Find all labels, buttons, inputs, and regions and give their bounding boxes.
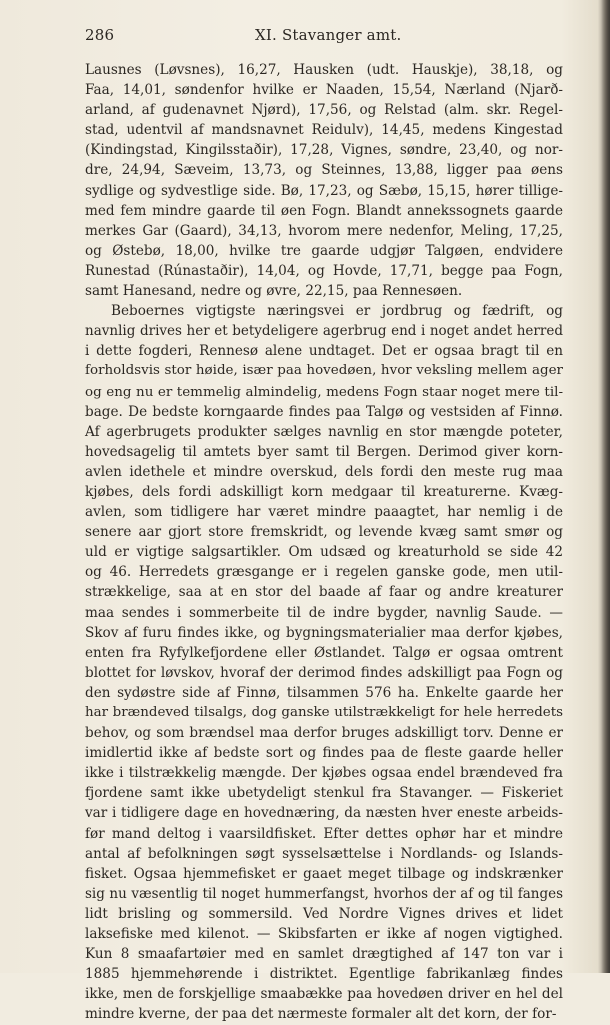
text-line: lidt brisling og sommersild. Ved Nordre Vignes drives et lidet: [85, 905, 563, 922]
text-line: Beboernes vigtigste næringsvei er jordbrug og fædrift, og: [111, 303, 563, 320]
text-line: med fem mindre gaarde til øen Fogn. Blandt annekssognets gaarde: [85, 202, 563, 219]
text-line: sydlige og sydvestlige side. Bø, 17,23, og Sæbø, 15,15, hører tillige-: [85, 182, 563, 199]
page-number: 286: [85, 26, 115, 44]
running-head: XI. Stavanger amt.: [255, 26, 402, 44]
text-line: fjordene samt ikke ubetydeligt stenkul fra Stavanger. — Fiskeriet: [85, 785, 563, 802]
text-line: Skov af furu findes ikke, og bygningsmaterialier maa derfor kjøbes,: [85, 624, 563, 641]
text-line: samt Hanesand, nedre og øvre, 22,15, paa Rennesøen.: [85, 283, 463, 300]
text-line: dre, 24,94, Sæveim, 13,73, og Steinnes, 13,88, ligger paa øens: [85, 162, 563, 179]
text-line: Lausnes (Løvsnes), 16,27, Hausken (udt. Hauskje), 38,18, og: [85, 62, 563, 78]
text-line: Faa, 14,01, søndenfor hvilke er Naaden, 15,54, Nærland (Njarð-: [85, 82, 563, 99]
text-line: avlen, som tidligere har været mindre paaagtet, har nemlig i de: [85, 504, 563, 521]
text-line: fisket. Ogsaa hjemmefisket er gaaet meget tilbage og indskrænker: [85, 865, 563, 882]
text-line: ikke, men de forskjellige smaabække paa hovedøen driver en hel del: [85, 986, 563, 1003]
text-line: behov, og som brændsel maa derfor bruges adskilligt torv. Denne er: [85, 725, 563, 742]
text-line: i dette fogderi, Rennesø alene undtaget. Det er ogsaa bragt til en: [85, 343, 563, 360]
text-line: enten fra Ryfylkefjordene eller Østlandet. Talgø er ogsaa omtrent: [85, 644, 563, 661]
text-line: bage. De bedste korngaarde findes paa Talgø og vestsiden af Finnø.: [85, 403, 563, 420]
text-line: har brændeved tilsalgs, dog ganske utilstrækkeligt for hele herredets: [85, 705, 563, 720]
text-line: stad, udentvil af mandsnavnet Reidulv), 14,45, medens Kingestad: [85, 122, 563, 139]
text-line: strækkelige, saa at en stor del baade af faar og andre kreaturer: [85, 584, 563, 601]
text-line: sig nu væsentlig til noget hummerfangst, hvorhos der af og til fanges: [85, 885, 563, 902]
text-line: avlen idethele et mindre overskud, dels fordi den meste rug maa: [85, 463, 563, 480]
page-header: [85, 24, 565, 46]
text-line: senere aar gjort store fremskridt, og levende kvæg samt smør og: [85, 524, 563, 541]
text-line: og 46. Herredets græsgange er i regelen ganske gode, men util-: [85, 564, 563, 581]
text-line: og eng nu er temmelig almindelig, medens Fogn staar noget mere til-: [85, 383, 563, 400]
text-line: og Østebø, 18,00, hvilke tre gaarde udgjør Talgøen, endvidere: [85, 242, 563, 259]
text-line: maa sendes i sommerbeite til de indre bygder, navnlig Saude. —: [85, 604, 563, 621]
text-line: forholdsvis stor høide, især paa hovedøen, hvor veksling mellem ager: [85, 363, 563, 379]
text-line: laksefiske med kilenot. — Skibsfarten er ikke af nogen vigtighed.: [85, 926, 563, 943]
text-line: (Kindingstad, Kingilsstaðir), 17,28, Vignes, søndre, 23,40, og nor-: [85, 142, 563, 159]
text-line: Af agerbrugets produkter sælges navnlig en stor mængde poteter,: [85, 423, 563, 440]
text-line: merkes Gar (Gaard), 34,13, hvorom mere nedenfor, Meling, 17,25,: [85, 222, 563, 239]
text-line: imidlertid ikke af bedste sort og findes paa de fleste gaarde heller: [85, 745, 563, 762]
page-edge-shadow: [601, 0, 610, 973]
text-line: blottet for løvskov, hvoraf der derimod findes adskilligt paa Fogn og: [85, 664, 563, 681]
text-line: mindre kverne, der paa det nærmeste formaler alt det korn, der for-: [85, 1006, 557, 1023]
text-line: navnlig drives her et betydeligere agerbrug end i noget andet herred: [85, 323, 563, 340]
text-line: antal af befolkningen søgt sysselsættelse i Nordlands- og Islands-: [85, 845, 563, 862]
text-line: kjøbes, dels fordi adskilligt korn medgaar til kreaturerne. Kvæg-: [85, 483, 563, 500]
text-line: var i tidligere dage en hovednæring, da næsten hver eneste arbeids-: [85, 805, 563, 822]
body-text: [85, 60, 563, 1025]
text-line: den sydøstre side af Finnø, tilsammen 576 ha. Enkelte gaarde her: [85, 684, 563, 701]
text-line: arland, af gudenavnet Njørd), 17,56, og Relstad (alm. skr. Regel-: [85, 102, 563, 119]
text-line: 1885 hjemmehørende i distriktet. Egentlige fabrikanlæg findes: [85, 966, 563, 983]
text-line: Runestad (Rúnastaðir), 14,04, og Hovde, 17,71, begge paa Fogn,: [85, 262, 563, 279]
text-line: før mand deltog i vaarsildfisket. Efter dettes ophør har et mindre: [85, 825, 563, 842]
text-line: Kun 8 smaafartøier med en samlet drægtighed af 147 ton var i: [85, 946, 563, 963]
text-line: uld er vigtige salgsartikler. Om udsæd og kreaturhold se side 42: [85, 544, 563, 561]
text-line: ikke i tilstrækkelig mængde. Der kjøbes ogsaa endel brændeved fra: [85, 765, 563, 782]
text-line: hovedsagelig til amtets byer samt til Bergen. Derimod giver korn-: [85, 443, 563, 460]
